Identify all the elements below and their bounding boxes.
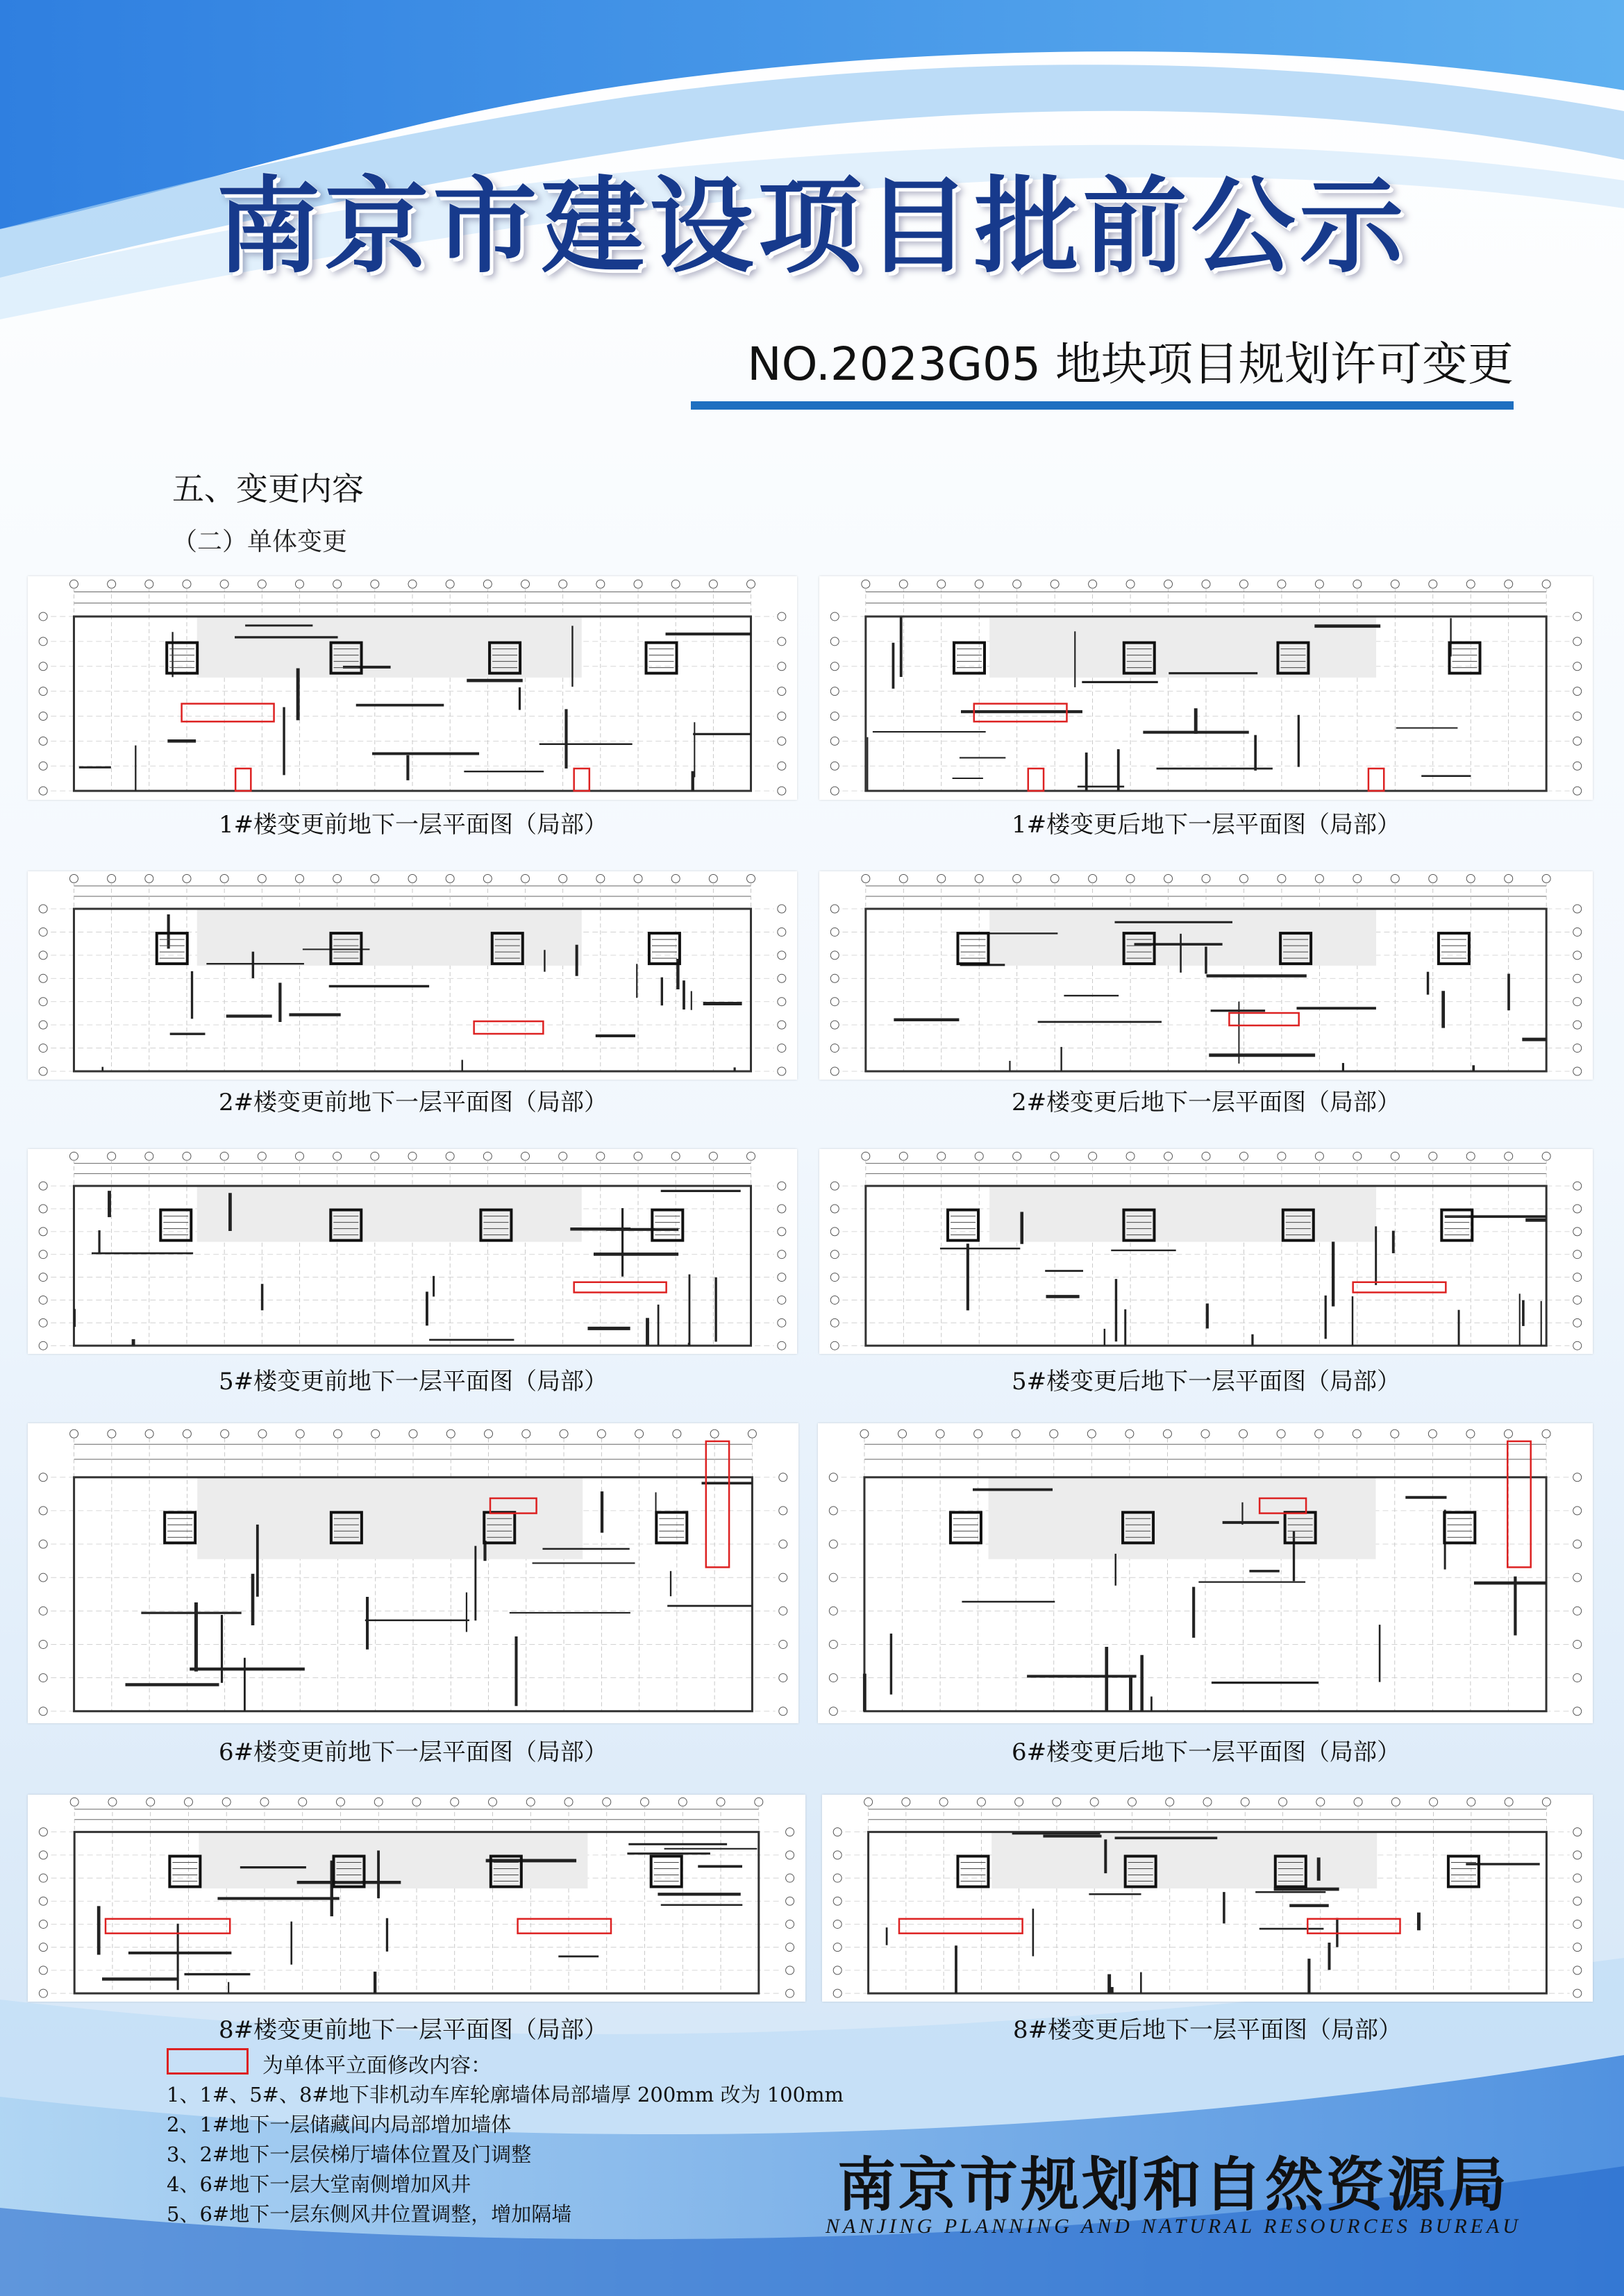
note-item: 4、6#地下一层大堂南侧增加风井	[167, 2172, 471, 2196]
floor-plan-1-after	[819, 576, 1593, 800]
plan-caption: 5#楼变更前地下一层平面图（局部）	[218, 1368, 608, 1396]
note-item: 1、1#、5#、8#地下非机动车库轮廓墙体局部墙厚 200mm 改为 100mm	[167, 2083, 844, 2106]
floor-plan-8-after	[822, 1795, 1593, 2002]
floor-plan-drawing	[819, 871, 1593, 1080]
plan-caption: 5#楼变更后地下一层平面图（局部）	[1011, 1368, 1401, 1396]
floor-plan-6-before	[28, 1423, 798, 1723]
legend-red-box	[167, 2048, 249, 2075]
plan-caption: 2#楼变更后地下一层平面图（局部）	[1011, 1089, 1401, 1116]
plan-caption: 8#楼变更后地下一层平面图（局部）	[1012, 2016, 1403, 2044]
plan-caption: 1#楼变更前地下一层平面图（局部）	[218, 811, 608, 839]
note-item: 3、2#地下一层侯梯厅墙体位置及门调整	[167, 2143, 532, 2166]
legend-text: 为单体平立面修改内容：	[262, 2054, 492, 2078]
floor-plan-5-before	[28, 1149, 797, 1354]
project-subtitle: NO.2023G05 地块项目规划许可变更	[747, 337, 1514, 391]
note-item: 2、1#地下一层储藏间内局部增加墙体	[167, 2113, 512, 2136]
plan-caption: 6#楼变更前地下一层平面图（局部）	[218, 1738, 608, 1766]
floor-plan-1-before	[28, 576, 797, 800]
floor-plan-6-after	[818, 1423, 1593, 1723]
floor-plan-2-after	[819, 871, 1593, 1080]
floor-plan-8-before	[28, 1795, 805, 2002]
plan-caption: 1#楼变更后地下一层平面图（局部）	[1011, 811, 1401, 839]
plan-caption: 6#楼变更后地下一层平面图（局部）	[1011, 1738, 1401, 1766]
floor-plan-drawing	[28, 871, 797, 1080]
floor-plan-2-before	[28, 871, 797, 1080]
floor-plan-5-after	[819, 1149, 1593, 1354]
floor-plan-drawing	[822, 1795, 1593, 2002]
section-subheading: （二）单体变更	[172, 528, 348, 556]
issuing-organization: 南京市规划和自然资源局	[837, 2150, 1509, 2219]
floor-plan-drawing	[28, 1423, 798, 1723]
floor-plan-drawing	[819, 576, 1593, 800]
issuing-organization-english: NANJING PLANNING AND NATURAL RESOURCES BUREAU	[826, 2215, 1521, 2238]
floor-plan-drawing	[28, 576, 797, 800]
floor-plan-drawing	[28, 1149, 797, 1354]
plan-caption: 8#楼变更前地下一层平面图（局部）	[218, 2016, 608, 2044]
floor-plan-drawing	[819, 1149, 1593, 1354]
section-heading: 五、变更内容	[172, 470, 364, 508]
subtitle-underline	[691, 401, 1514, 410]
floor-plan-drawing	[28, 1795, 805, 2002]
note-item: 5、6#地下一层东侧风井位置调整，增加隔墙	[167, 2202, 572, 2226]
floor-plan-drawing	[818, 1423, 1593, 1723]
plan-caption: 2#楼变更前地下一层平面图（局部）	[218, 1089, 608, 1116]
page-title: 南京市建设项目批前公示	[216, 165, 1408, 287]
